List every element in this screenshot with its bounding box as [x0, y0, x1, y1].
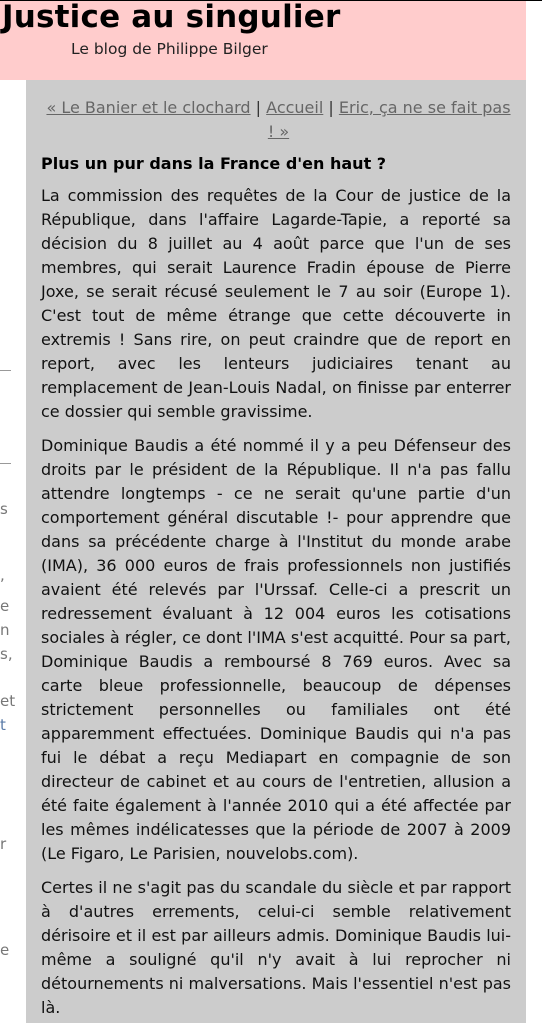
post-paragraph: La commission des requêtes de la Cour de justice de la République, dans l'affaire Lagarde-Tapie, a reporté sa décision du 8 juillet au 4 août parce que l'un de ses membres, qui serait Laurence Fradin épouse de Pierre Joxe, se serait récusé seulement le 7 au soir (Europe 1). C'est tout de même étrange que cette découverte in extremis ! Sans rire, on peut craindre que de report en report, avec les lenteurs judiciaires tenant au remplacement de Jean-Louis Nadal, on finisse par enterrer ce dossier qui semble gravissime. [41, 186, 511, 421]
nav-separator: | [328, 98, 334, 117]
banner-edge [526, 1, 542, 80]
sidebar-text-fragment: e [0, 597, 10, 615]
home-link[interactable]: Accueil [266, 98, 324, 117]
post-navigation [41, 96, 516, 144]
sidebar-text-fragment: , [0, 566, 5, 584]
blog-banner [0, 1, 526, 80]
post-title: Plus un pur dans la France d'en haut ? [41, 154, 387, 173]
sidebar-divider [0, 463, 11, 464]
sidebar-text-fragment: s, [0, 645, 13, 663]
sidebar-divider [0, 370, 11, 371]
post-body [41, 184, 511, 1023]
sidebar-text-fragment: s [0, 500, 8, 518]
blog-title[interactable]: Justice au singulier [2, 0, 341, 35]
blog-description: Le blog de Philippe Bilger [71, 40, 268, 58]
sidebar-text-fragment: e [0, 941, 10, 959]
sidebar-text-fragment: et [0, 692, 16, 710]
next-post-link[interactable]: Eric, ça ne se fait pas ! » [267, 98, 511, 141]
sidebar-link-fragment[interactable]: t [0, 716, 6, 734]
nav-separator: | [255, 98, 262, 117]
post-paragraph: Dominique Baudis a été nommé il y a peu Défenseur des droits par le président de la République. Il n'a pas fallu attendre longtemps - ce ne serait qu'une partie d'un comportement général discutable !- pour apprendre que dans sa précédente charge à l'Institut du monde arabe (IMA), 36 000 euros de frais professionnels non justifiés avaient été relevés par l'Urssaf. Celle-ci a prescrit un redressement évaluant à 12 004 euros les cotisations sociales à régler, ce dont l'IMA s'est acquitté. Pour sa part, Dominique Baudis a remboursé 8 769 euros. Avec sa carte bleue professionnelle, beaucoup de dépenses strictement personnelles ou familiales ont été apparemment effectuées. Dominique Baudis qui n'a pas fui le débat a reçu Mediapart en compagnie de son directeur de cabinet et au cours de l'entretien, allusion a été faite également à l'année 2010 qui a été affectée par les mêmes indélicatesses que la période de 2007 à 2009 (Le Figaro, Le Parisien, nouvelobs.com). [41, 436, 511, 863]
previous-post-link[interactable]: « Le Banier et le clochard [46, 98, 251, 117]
sidebar-text-fragment: r [0, 835, 7, 853]
post-paragraph: Certes il ne s'agit pas du scandale du siècle et par rapport à d'autres errements, celui-ci semble relativement dérisoire et il est par ailleurs admis. Dominique Baudis lui-même a souligné qu'il n'y avait à lui reprocher ni détournements ni malversations. Mais l'essentiel n'est pas là. [41, 878, 511, 1017]
sidebar-text-fragment: n [0, 621, 10, 639]
